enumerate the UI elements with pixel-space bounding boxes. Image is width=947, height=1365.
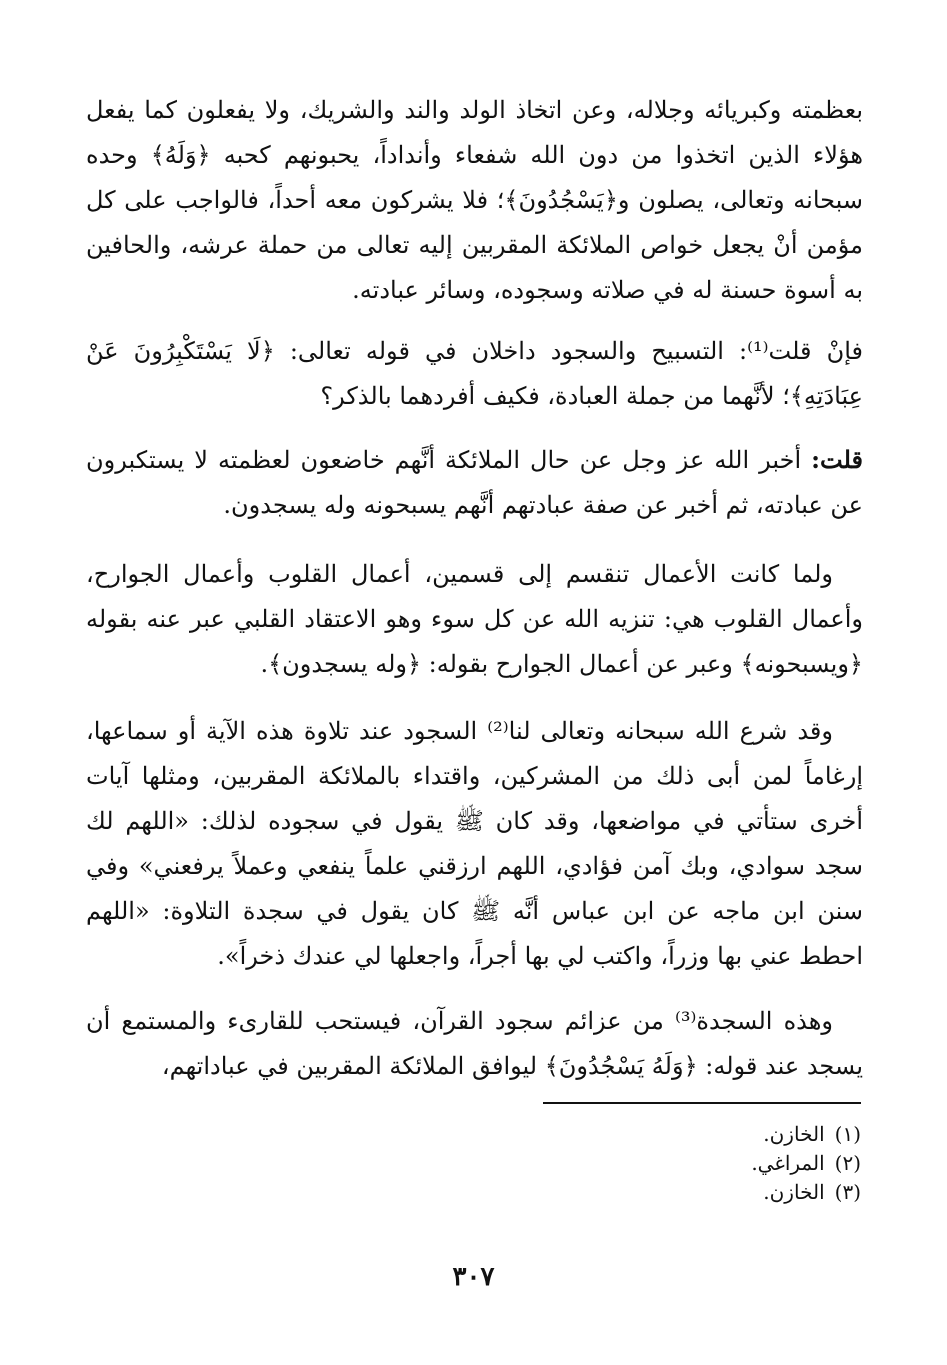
footnote-3	[541, 1178, 861, 1207]
answer-label: قلت:	[811, 445, 863, 474]
paragraph-1: بعظمته وكبريائه وجلاله، وعن اتخاذ الولد والند والشريك، ولا يفعلون كما يفعل هؤلاء الذين اتخذوا من دون الله شفعاء وأنداداً، يحبونهم كحبه ﴿وَلَهُ﴾ وحده سبحانه وتعالى، يصلون و﴿يَسْجُدُونَ﴾؛ فلا يشركون معه أحداً، فالواجب على كل مؤمن أنْ يجعل خواص الملائكة المقربين إليه تعالى من حملة عرشه، والحافين به أسوة حسنة له في صلاته وسجوده، وسائر عبادته.	[86, 96, 863, 304]
footnote-2-text: المراغي.	[751, 1151, 825, 1175]
footnote-3-text: الخازن.	[763, 1180, 825, 1204]
footnote-1	[541, 1120, 861, 1149]
page-body	[86, 88, 863, 1089]
page-number: ٣٠٧	[452, 1262, 495, 1292]
paragraph-3	[86, 437, 863, 528]
footnote-1-text: الخازن.	[763, 1122, 825, 1146]
footnote-2	[541, 1149, 861, 1178]
paragraph-5: وقد شرع الله سبحانه وتعالى لنا⁽²⁾ السجود عند تلاوة هذه الآية أو سماعها، إرغاماً لمن أبى ذلك من المشركين، واقتداء بالملائكة المقربين، ومثلها آيات أخرى ستأتي في مواضعها، وقد كان ﷺ يقول في سجوده لذلك: «اللهم لك سجد سوادي، وبك آمن فؤادي، اللهم ارزقني علماً ينفعي وعملاً يرفعني» وفي سنن ابن ماجه عن ابن عباس أنَّه ﷺ كان يقول في سجدة التلاوة: «اللهم احطط عني بها وزراً، واكتب لي بها أجراً، واجعلها لي عندك ذخراً».	[86, 717, 863, 970]
paragraph-4: ولما كانت الأعمال تنقسم إلى قسمين، أعمال القلوب وأعمال الجوارح، وأعمال القلوب هي: تنزيه الله عن كل سوء وهو الاعتقاد القلبي عبر عنه بقوله ﴿ويسبحونه﴾ وعبر عن أعمال الجوارح بقوله: ﴿وله يسجدون﴾.	[86, 560, 863, 678]
paragraph-3-text: أخبر الله عز وجل عن حال الملائكة أنَّهم خاضعون لعظمته لا يستكبرون عن عبادته، ثم أخبر عن صفة عبادتهم أنَّهم يسبحونه وله يسجدون.	[86, 446, 863, 519]
footnote-divider	[543, 1102, 861, 1104]
footnote-2-number: (٢)	[834, 1151, 861, 1175]
footnotes	[541, 1120, 861, 1207]
footnote-1-number: (١)	[834, 1122, 861, 1146]
footnote-3-number: (٣)	[834, 1180, 861, 1204]
paragraph-6: وهذه السجدة⁽³⁾ من عزائم سجود القرآن، فيستحب للقارىء والمستمع أن يسجد عند قوله: ﴿وَلَهُ يَسْجُدُونَ﴾ ليوافق الملائكة المقربين في عباداتهم،	[86, 1007, 863, 1080]
paragraph-2: فإنْ قلت⁽¹⁾: التسبيح والسجود داخلان في قوله تعالى: ﴿لَا يَسْتَكْبِرُونَ عَنْ عِبَادَتِهِ﴾؛ لأنَّهما من جملة العبادة، فكيف أفردهما بالذكر؟	[86, 337, 863, 410]
